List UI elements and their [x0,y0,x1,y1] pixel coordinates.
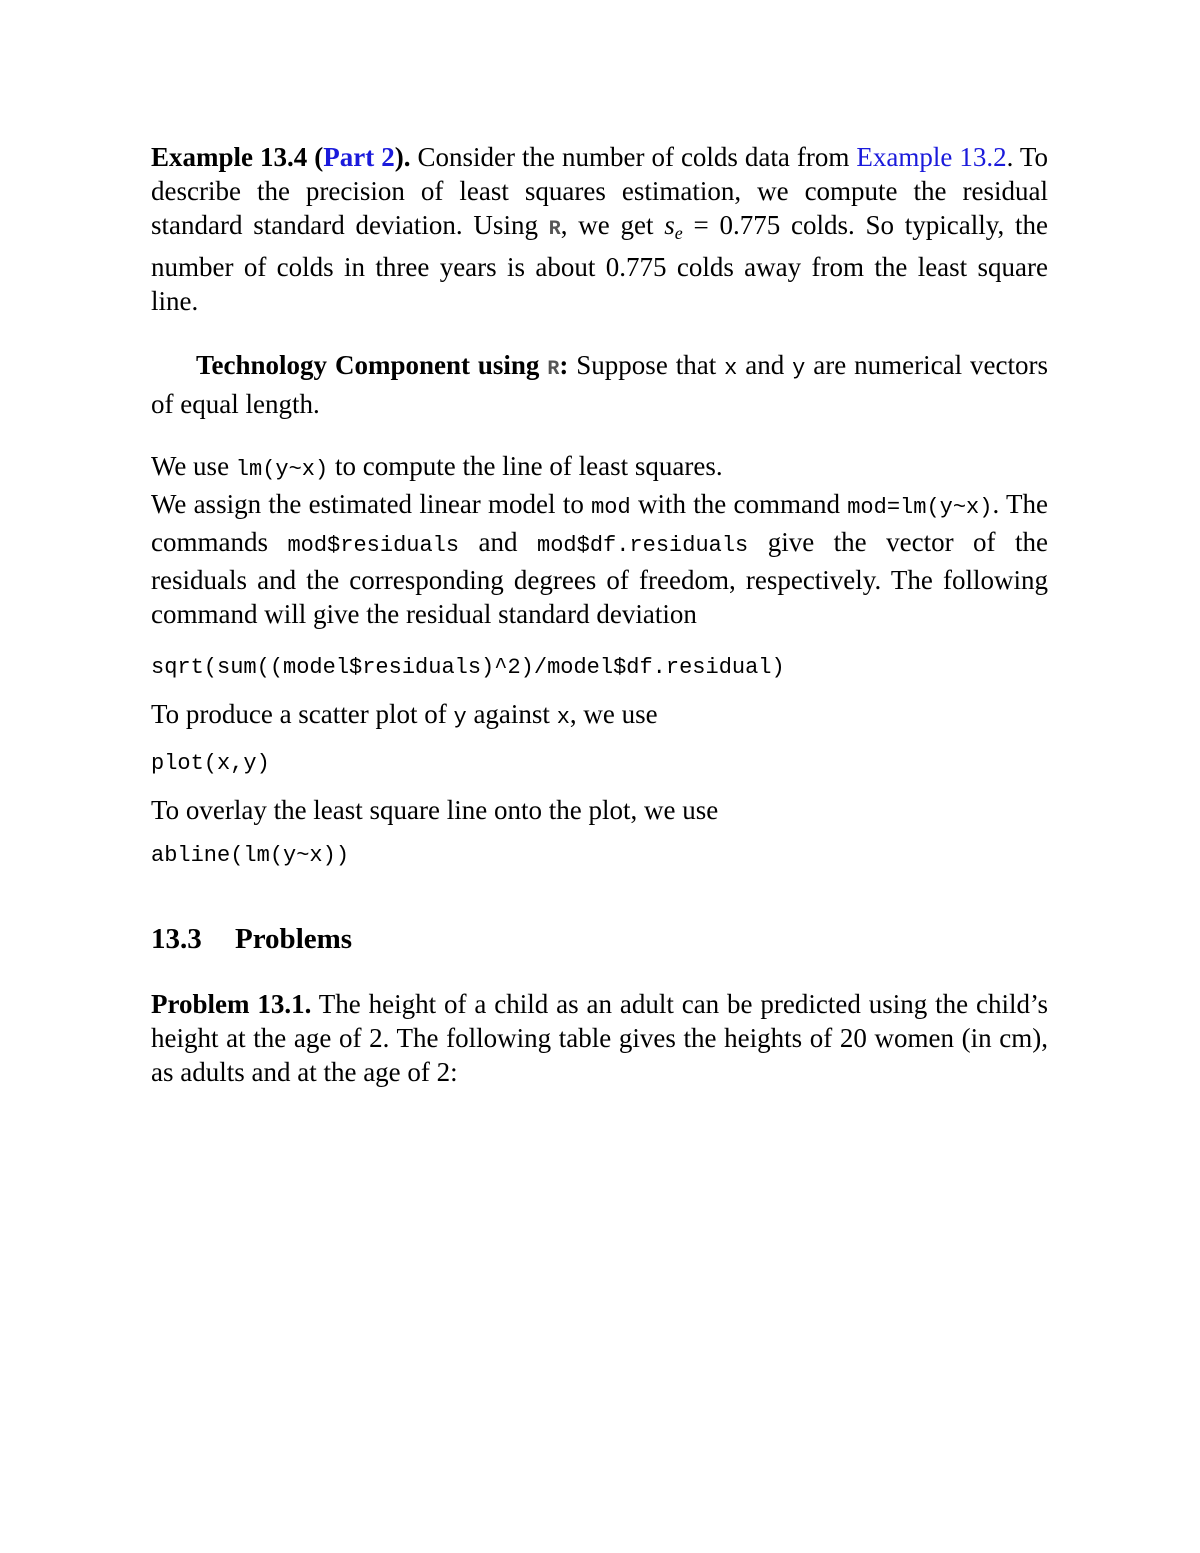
code-x: x [724,356,738,381]
code-block-abline: abline(lm(y~x)) [151,843,350,868]
problem-paragraph: Problem 13.1. The height of a child as an adult can be predicted using the child’s height at the age of 2. The following table gives the heights of 20 women (in cm), as adults and at the age of 2: [151,989,1048,1087]
math-s: s [664,210,675,240]
example-label: Example 13.4 (Part 2). [151,142,411,172]
technology-label: Technology Component using R: [196,350,569,381]
math-subscript-e: e [674,223,683,243]
code-mod-assign: mod=lm(y~x) [847,495,993,520]
document-page [151,140,1048,1089]
assign-paragraph: We assign the estimated linear model to mod with the command mod=lm(y~x). The commands mod$residuals and mod$df.residuals give the vector of the residuals and the corresponding degrees of freedom, respectively. The following command will give the residual standard deviation [151,489,1048,629]
example-paragraph: Example 13.4 (Part 2). Consider the number of colds data from Example 13.2. To describe the precision of least squares estimation, we compute the residual standard standard deviation. Using R, we get se = 0.775 colds. So typically, the number of colds in three years is about 0.775 colds away from the least square line. [151,142,1048,316]
lm-paragraph: We use lm(y~x) to compute the line of least squares. [151,451,723,482]
code-block-sqrt: sqrt(sum((model$residuals)^2)/model$df.residual) [151,655,785,680]
scatter-paragraph: To produce a scatter plot of y against x, we use [151,699,658,730]
code-df-residuals: mod$df.residuals [537,533,749,558]
code-lm: lm(y~x) [235,457,329,482]
code-y: y [453,705,467,730]
code-block-plot: plot(x,y) [151,751,270,776]
r-logo-icon: R [548,218,561,241]
section-heading [151,921,1048,957]
code-x: x [556,705,570,730]
code-mod: mod [591,495,631,520]
example-13-2-link[interactable]: Example 13.2 [856,142,1007,172]
overlay-paragraph: To overlay the least square line onto the plot, we use [151,795,719,825]
code-residuals: mod$residuals [287,533,460,558]
part-2-link[interactable]: Part 2 [323,142,395,172]
section-number: 13.3 [151,923,202,955]
technology-paragraph: Technology Component using R: Suppose that x and y are numerical vectors of equal length. [151,350,1049,419]
problem-label: Problem 13.1. [151,989,312,1019]
section-title: Problems [235,923,353,955]
code-y: y [792,356,806,381]
r-logo-icon: R [547,358,560,381]
